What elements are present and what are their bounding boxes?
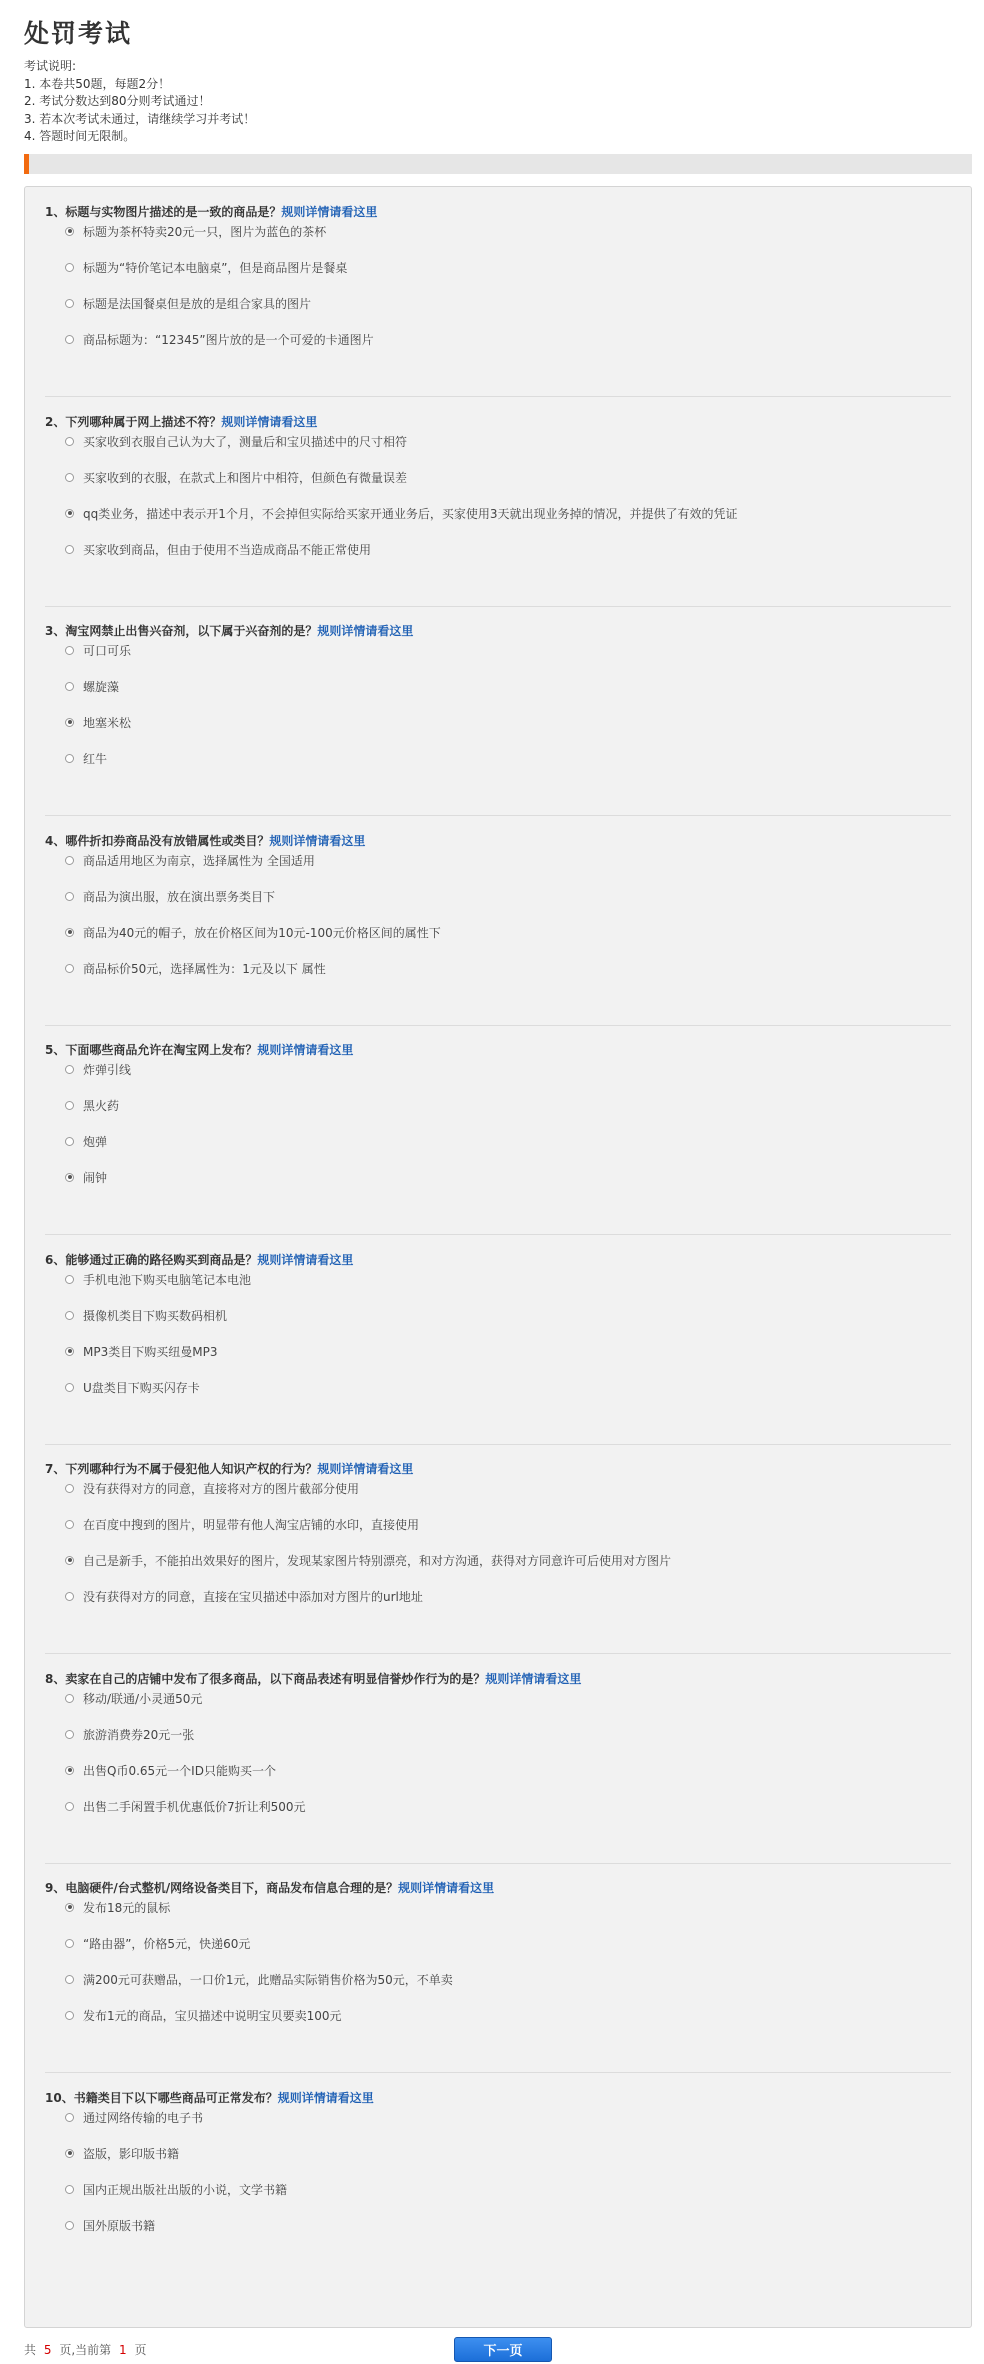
option-text: 买家收到的衣服，在款式上和图片中相符，但颜色有微量误差	[83, 470, 408, 485]
pagination-prefix: 共	[24, 2343, 37, 2357]
question-block	[45, 816, 951, 1026]
answer-option[interactable]	[65, 640, 131, 660]
question-title	[45, 1041, 353, 1058]
instruction-line: 4. 答题时间无限制。	[24, 129, 136, 143]
option-text: 移动/联通/小灵通50元	[83, 1691, 203, 1706]
option-text: 商品适用地区为南京，选择属性为 全国适用	[83, 853, 315, 868]
radio-button[interactable]	[65, 2113, 74, 2122]
option-text: 黑火药	[83, 1098, 120, 1113]
question-block	[45, 1025, 951, 1235]
answer-option[interactable]	[65, 467, 407, 487]
question-text: 4、哪件折扣券商品没有放错属性或类目？	[45, 834, 270, 848]
question-block	[45, 1444, 951, 1654]
radio-button[interactable]	[65, 892, 74, 901]
radio-button[interactable]	[65, 1730, 74, 1739]
instructions-heading: 考试说明:	[24, 59, 77, 73]
question-block	[45, 606, 951, 816]
radio-button[interactable]	[65, 754, 74, 763]
answer-option[interactable]	[65, 2143, 179, 2163]
radio-button[interactable]	[65, 1101, 74, 1110]
question-text: 6、能够通过正确的路径购买到商品是？	[45, 1253, 258, 1267]
option-text: 发布1元的商品，宝贝描述中说明宝贝要卖100元	[83, 2008, 342, 2023]
answer-option[interactable]	[65, 221, 326, 241]
question-text: 8、卖家在自己的店铺中发布了很多商品，以下商品表述有明显信誉炒作行为的是？	[45, 1672, 486, 1686]
rule-details-link[interactable]: 规则详情请看这里	[257, 1043, 354, 1057]
answer-option[interactable]	[65, 2107, 203, 2127]
option-text: 没有获得对方的同意，直接在宝贝描述中添加对方图片的url地址	[83, 1589, 423, 1604]
question-text: 10、书籍类目下以下哪些商品可正常发布？	[45, 2091, 278, 2105]
question-title	[45, 622, 413, 639]
exam-instructions	[24, 58, 255, 146]
option-text: 红牛	[83, 751, 108, 766]
instruction-line: 2. 考试分数达到80分则考试通过！	[24, 94, 211, 108]
option-text: 国外原版书籍	[83, 2218, 156, 2233]
radio-button[interactable]	[65, 545, 74, 554]
radio-button[interactable]	[65, 1592, 74, 1601]
rule-details-link[interactable]: 规则详情请看这里	[317, 624, 414, 638]
option-text: 商品为40元的帽子，放在价格区间为10元-100元价格区间的属性下	[83, 925, 441, 940]
answer-option[interactable]	[65, 676, 119, 696]
pagination-info	[24, 2341, 146, 2358]
option-text: qq类业务，描述中表示开1个月，不会掉但实际给买家开通业务后，买家使用3天就出现业务掉的情况，并提供了有效的凭证	[83, 506, 738, 521]
radio-button[interactable]	[65, 263, 74, 272]
option-text: 炸弹引线	[83, 1062, 132, 1077]
radio-button[interactable]	[65, 2221, 74, 2230]
current-page: 1	[118, 2343, 127, 2357]
radio-selected[interactable]	[65, 718, 74, 727]
option-text: 买家收到衣服自己认为大了，测量后和宝贝描述中的尺寸相符	[83, 434, 408, 449]
question-text: 2、下列哪种属于网上描述不符？	[45, 415, 222, 429]
option-text: 标题为“特价笔记本电脑桌”，但是商品图片是餐桌	[83, 260, 348, 275]
answer-option[interactable]	[65, 712, 131, 732]
option-text: 手机电池下购买电脑笔记本电池	[83, 1272, 252, 1287]
radio-button[interactable]	[65, 1065, 74, 1074]
radio-button[interactable]	[65, 2185, 74, 2194]
question-title	[45, 1460, 413, 1477]
rule-details-link[interactable]: 规则详情请看这里	[269, 834, 366, 848]
progress-accent	[24, 154, 29, 174]
question-block	[45, 397, 951, 607]
answer-option[interactable]	[65, 1796, 306, 1816]
question-title	[45, 2089, 374, 2106]
answer-option[interactable]	[65, 1760, 276, 1780]
radio-selected[interactable]	[65, 1556, 74, 1565]
radio-button[interactable]	[65, 299, 74, 308]
radio-selected[interactable]	[65, 1903, 74, 1912]
radio-button[interactable]	[65, 964, 74, 973]
question-block	[45, 2073, 951, 2282]
answer-option[interactable]	[65, 850, 315, 870]
answer-option[interactable]	[65, 1095, 119, 1115]
radio-button[interactable]	[65, 1802, 74, 1811]
answer-option[interactable]	[65, 748, 107, 768]
radio-selected[interactable]	[65, 928, 74, 937]
option-text: 盗版，影印版书籍	[83, 2146, 180, 2161]
answer-option[interactable]	[65, 257, 347, 277]
option-text: 标题是法国餐桌但是放的是组合家具的图片	[83, 296, 312, 311]
instruction-line: 3. 若本次考试未通过，请继续学习并考试！	[24, 111, 256, 126]
option-text: 出售二手闲置手机优惠低价7折让利500元	[83, 1799, 306, 1814]
option-text: 出售Q币0.65元一个ID只能购买一个	[83, 1763, 276, 1778]
option-text: 发布18元的鼠标	[83, 1900, 171, 1915]
option-text: 地塞米松	[83, 715, 132, 730]
radio-selected[interactable]	[65, 1173, 74, 1182]
option-text: U盘类目下购买闪存卡	[83, 1380, 200, 1395]
answer-option[interactable]	[65, 1897, 170, 1917]
option-text: 通过网络传输的电子书	[83, 2110, 204, 2125]
answer-option[interactable]	[65, 503, 738, 523]
radio-selected[interactable]	[65, 1347, 74, 1356]
question-block	[45, 1235, 951, 1445]
question-block	[45, 1654, 951, 1864]
option-text: 商品为演出服，放在演出票务类目下	[83, 889, 276, 904]
page-title: 处罚考试	[24, 19, 133, 48]
answer-option[interactable]	[65, 2005, 342, 2025]
question-block	[45, 1863, 951, 2073]
answer-option[interactable]	[65, 329, 374, 349]
question-title	[45, 203, 377, 220]
answer-option[interactable]	[65, 922, 441, 942]
answer-option[interactable]	[65, 1550, 671, 1570]
option-text: 旅游消费券20元一张	[83, 1727, 195, 1742]
rule-details-link[interactable]: 规则详情请看这里	[277, 2091, 374, 2105]
answer-option[interactable]	[65, 1305, 227, 1325]
option-text: 在百度中搜到的图片，明显带有他人淘宝店铺的水印，直接使用	[83, 1517, 420, 1532]
exam-panel	[24, 186, 972, 2328]
answer-option[interactable]	[65, 958, 326, 978]
question-title	[45, 413, 317, 430]
radio-selected[interactable]	[65, 509, 74, 518]
rule-details-link[interactable]: 规则详情请看这里	[317, 1462, 414, 1476]
radio-button[interactable]	[65, 1383, 74, 1392]
rule-details-link[interactable]: 规则详情请看这里	[281, 205, 378, 219]
question-text: 1、标题与实物图片描述的是一致的商品是？	[45, 205, 282, 219]
radio-button[interactable]	[65, 856, 74, 865]
radio-selected[interactable]	[65, 1766, 74, 1775]
question-title	[45, 832, 365, 849]
radio-selected[interactable]	[65, 2149, 74, 2158]
rule-details-link[interactable]: 规则详情请看这里	[257, 1253, 354, 1267]
answer-option[interactable]	[65, 886, 275, 906]
radio-button[interactable]	[65, 1484, 74, 1493]
question-title	[45, 1251, 353, 1268]
question-text: 5、下面哪些商品允许在淘宝网上发布？	[45, 1043, 258, 1057]
answer-option[interactable]	[65, 293, 311, 313]
progress-bar	[24, 154, 972, 174]
radio-button[interactable]	[65, 473, 74, 482]
pagination-suffix: 页	[134, 2343, 147, 2357]
question-text: 9、电脑硬件/台式整机/网络设备类目下，商品发布信息合理的是？	[45, 1881, 399, 1895]
answer-option[interactable]	[65, 1688, 202, 1708]
pagination-middle: 页,当前第	[59, 2343, 112, 2357]
radio-button[interactable]	[65, 335, 74, 344]
option-text: 摄像机类目下购买数码相机	[83, 1308, 228, 1323]
option-text: 满200元可获赠品，一口价1元，此赠品实际销售价格为50元，不单卖	[83, 1972, 453, 1987]
answer-option[interactable]	[65, 1514, 419, 1534]
answer-option[interactable]	[65, 431, 407, 451]
answer-option[interactable]	[65, 1269, 251, 1289]
answer-option[interactable]	[65, 1131, 107, 1151]
question-block	[45, 187, 951, 397]
radio-button[interactable]	[65, 1694, 74, 1703]
radio-button[interactable]	[65, 437, 74, 446]
answer-option[interactable]	[65, 2215, 155, 2235]
option-text: “路由器”，价格5元，快递60元	[83, 1936, 251, 1951]
option-text: 商品标价50元，选择属性为：1元及以下 属性	[83, 961, 326, 976]
question-title	[45, 1879, 494, 1896]
option-text: 闹钟	[83, 1170, 108, 1185]
radio-button[interactable]	[65, 2011, 74, 2020]
option-text: 买家收到商品，但由于使用不当造成商品不能正常使用	[83, 542, 372, 557]
answer-option[interactable]	[65, 2179, 287, 2199]
option-text: 螺旋藻	[83, 679, 120, 694]
question-title	[45, 1670, 581, 1687]
answer-option[interactable]	[65, 1724, 194, 1744]
rule-details-link[interactable]: 规则详情请看这里	[398, 1881, 495, 1895]
answer-option[interactable]	[65, 1478, 359, 1498]
option-text: 没有获得对方的同意，直接将对方的图片截部分使用	[83, 1481, 360, 1496]
next-page-button[interactable]: 下一页	[454, 2337, 552, 2362]
rule-details-link[interactable]: 规则详情请看这里	[221, 415, 318, 429]
radio-button[interactable]	[65, 1275, 74, 1284]
radio-button[interactable]	[65, 1520, 74, 1529]
answer-option[interactable]	[65, 1377, 200, 1397]
answer-option[interactable]	[65, 539, 371, 559]
option-text: 商品标题为：“12345”图片放的是一个可爱的卡通图片	[83, 332, 374, 347]
total-pages: 5	[43, 2343, 52, 2357]
question-text: 3、淘宝网禁止出售兴奋剂，以下属于兴奋剂的是？	[45, 624, 318, 638]
answer-option[interactable]	[65, 1969, 453, 1989]
question-text: 7、下列哪种行为不属于侵犯他人知识产权的行为？	[45, 1462, 318, 1476]
option-text: 可口可乐	[83, 643, 132, 658]
option-text: MP3类目下购买纽曼MP3	[83, 1344, 218, 1359]
option-text: 国内正规出版社出版的小说，文学书籍	[83, 2182, 288, 2197]
answer-option[interactable]	[65, 1341, 217, 1361]
radio-button[interactable]	[65, 1939, 74, 1948]
answer-option[interactable]	[65, 1167, 107, 1187]
radio-button[interactable]	[65, 682, 74, 691]
answer-option[interactable]	[65, 1933, 250, 1953]
option-text: 自己是新手，不能拍出效果好的图片，发现某家图片特别漂亮，和对方沟通，获得对方同意许可后使用对方图片	[83, 1553, 672, 1568]
rule-details-link[interactable]: 规则详情请看这里	[485, 1672, 582, 1686]
option-text: 炮弹	[83, 1134, 108, 1149]
answer-option[interactable]	[65, 1059, 131, 1079]
radio-button[interactable]	[65, 1137, 74, 1146]
radio-selected[interactable]	[65, 227, 74, 236]
radio-button[interactable]	[65, 646, 74, 655]
answer-option[interactable]	[65, 1586, 423, 1606]
instruction-line: 1. 本卷共50题，每题2分！	[24, 76, 171, 91]
option-text: 标题为茶杯特卖20元一只，图片为蓝色的茶杯	[83, 224, 327, 239]
radio-button[interactable]	[65, 1311, 74, 1320]
radio-button[interactable]	[65, 1975, 74, 1984]
